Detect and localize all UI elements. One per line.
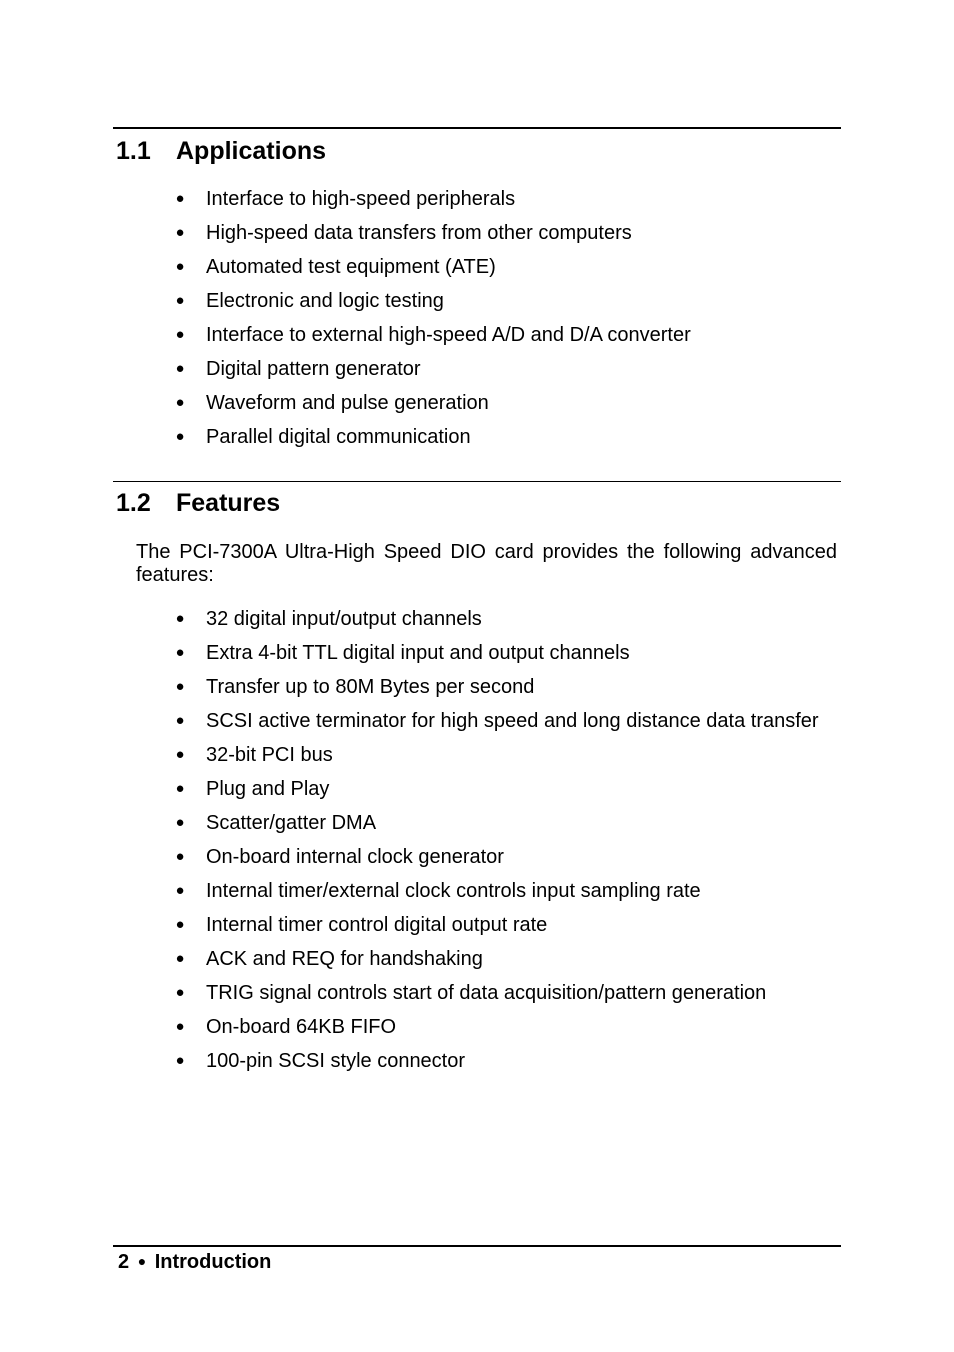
section-divider-top	[113, 127, 841, 129]
bullet-icon: ●	[175, 746, 185, 763]
features-intro-paragraph: The PCI-7300A Ultra-High Speed DIO card provides the following advanced features:	[136, 541, 837, 586]
bullet-icon: ●	[175, 360, 185, 377]
bullet-icon: ●	[175, 882, 185, 899]
bullet-icon: ●	[175, 1018, 185, 1035]
bullet-icon: ●	[175, 644, 185, 661]
bullet-icon: ●	[175, 224, 185, 241]
bullet-icon: ●	[175, 428, 185, 445]
section-title: Applications	[176, 137, 327, 165]
bullet-icon: ●	[175, 814, 185, 831]
chapter-title: Introduction	[154, 1251, 272, 1273]
bullet-icon: ●	[175, 780, 185, 797]
bullet-icon: ●	[175, 190, 185, 207]
section-title: Features	[176, 489, 281, 517]
section-heading-features	[116, 488, 280, 518]
bullet-icon: ●	[175, 984, 185, 1001]
page-number: 2	[118, 1251, 130, 1273]
bullet-icon: ●	[175, 394, 185, 411]
bullet-icon: ●	[175, 258, 185, 275]
bullet-icon: ●	[175, 678, 185, 695]
bullet-icon: ●	[175, 610, 185, 627]
section-divider	[113, 481, 841, 482]
page-footer	[118, 1250, 271, 1275]
section-number: 1.2	[116, 489, 151, 517]
bullet-icon: ●	[175, 712, 185, 729]
bullet-icon: ●	[175, 950, 185, 967]
bullet-icon: ●	[175, 916, 185, 933]
section-number: 1.1	[116, 137, 151, 165]
section-heading-applications	[116, 136, 326, 166]
footer-separator-icon: ●	[137, 1253, 147, 1269]
bullet-icon: ●	[175, 1052, 185, 1069]
bullet-icon: ●	[175, 292, 185, 309]
bullet-icon: ●	[175, 326, 185, 343]
footer-divider	[113, 1245, 841, 1247]
bullet-icon: ●	[175, 848, 185, 865]
